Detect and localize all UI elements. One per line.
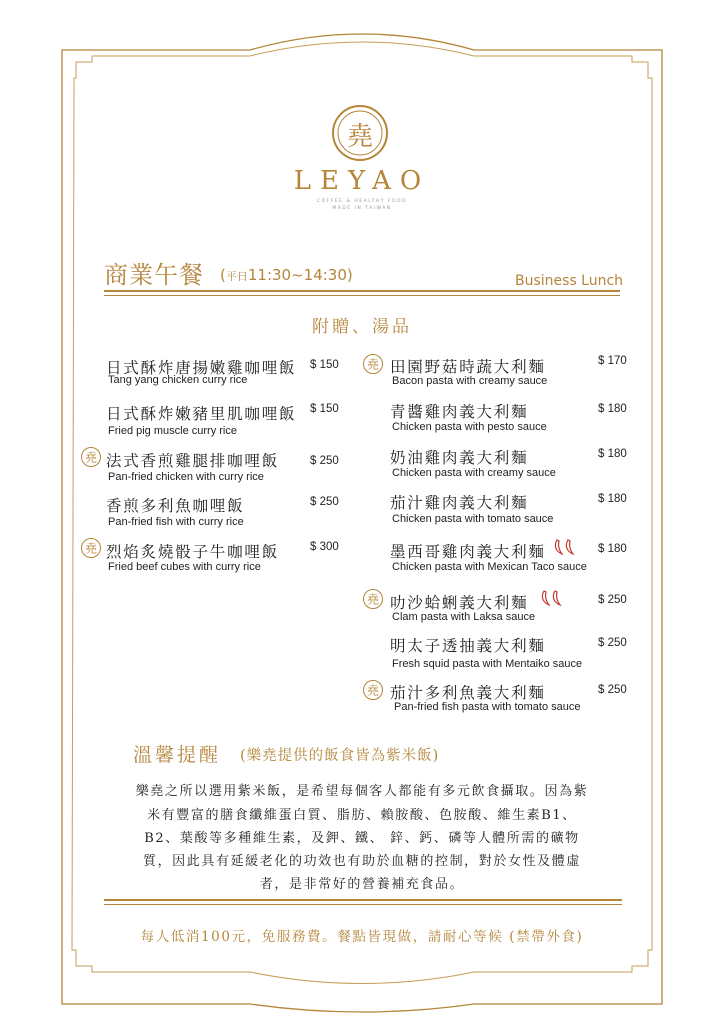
chili-pepper-icon <box>553 539 579 559</box>
menu-item-name: 法式香煎雞腿排咖哩飯 <box>106 452 280 470</box>
menu-item-name: 青醬雞肉義大利麵 <box>390 403 529 421</box>
menu-item-price: $ 180 <box>598 543 627 555</box>
menu-item-price: $ 180 <box>598 493 627 505</box>
title-divider-thin <box>104 295 620 296</box>
note-subtitle: (樂堯提供的飯食皆為紫米飯) <box>240 748 440 764</box>
svg-text:堯: 堯 <box>366 357 380 372</box>
menu-item-name: 墨西哥雞肉義大利麵 <box>390 543 546 561</box>
menu-item-price: $ 300 <box>310 541 339 553</box>
menu-item-name: 烈焰炙燒骰子牛咖哩飯 <box>106 543 280 561</box>
svg-text:堯: 堯 <box>366 683 380 698</box>
note-line: 樂堯之所以選用紫米飯，是希望每個客人都能有多元飲食攝取。因為紫 <box>135 784 589 799</box>
menu-item-english: Fried pig muscle curry rice <box>108 425 237 437</box>
svg-text:堯: 堯 <box>84 541 98 556</box>
menu-item-price: $ 250 <box>598 637 627 649</box>
menu-item-price: $ 250 <box>598 684 627 696</box>
brand-tagline: COFFEE & HEALTHY FOOD <box>316 199 408 204</box>
menu-item-price: $ 250 <box>310 455 339 467</box>
brand-tagline-origin: MADE IN TAIWAN <box>332 206 392 211</box>
logo-badge-icon <box>362 679 384 705</box>
menu-item-price: $ 250 <box>310 496 339 508</box>
svg-text:堯: 堯 <box>366 592 380 607</box>
brand-name: LEYAO <box>293 166 431 196</box>
menu-item-english: Chicken pasta with pesto sauce <box>392 421 547 433</box>
menu-item-price: $ 150 <box>310 359 339 371</box>
menu-item-name: 明太子透抽義大利麵 <box>390 637 546 655</box>
menu-title: 商業午餐 <box>104 261 204 289</box>
menu-item-name: 日式酥炸嫩豬里肌咖哩飯 <box>106 405 297 423</box>
menu-item-english: Chicken pasta with Mexican Taco sauce <box>392 561 587 573</box>
menu-item-english: Pan-fried fish pasta with tomato sauce <box>394 701 581 713</box>
footer-divider-thin <box>104 904 622 905</box>
menu-item-name: 茄汁多利魚義大利麵 <box>390 684 546 702</box>
menu-item-name: 田園野菇時蔬大利麵 <box>390 358 546 376</box>
menu-item-english: Chicken pasta with creamy sauce <box>392 467 556 479</box>
menu-item-english: Chicken pasta with tomato sauce <box>392 513 554 525</box>
menu-item-english: Pan-fried fish with curry rice <box>108 516 244 528</box>
menu-item-english: Clam pasta with Laksa sauce <box>392 611 536 623</box>
note-title: 溫馨提醒 <box>133 744 222 766</box>
menu-item-price: $ 150 <box>310 403 339 415</box>
menu-title-english: Business Lunch <box>515 273 624 289</box>
logo-badge-icon <box>362 588 384 614</box>
title-divider <box>104 290 620 292</box>
logo-badge-icon <box>80 537 102 563</box>
logo-glyph: 堯 <box>346 122 373 152</box>
footer-policy: 每人低消100元，免服務費。餐點皆現做，請耐心等候 (禁帶外食) <box>140 929 584 945</box>
menu-subtitle: 附贈、湯品 <box>312 317 412 337</box>
footer-divider <box>104 899 622 901</box>
menu-item-price: $ 180 <box>598 403 627 415</box>
note-line: 者，是非常好的營養補充食品。 <box>259 877 465 892</box>
note-line: B2、葉酸等多種維生素，及鉀、鐵、 鋅、鈣、磷等人體所需的礦物 <box>144 831 580 846</box>
brand-logo <box>330 103 390 163</box>
note-line: 米有豐富的膳食纖維蛋白質、脂肪、賴胺酸、色胺酸、維生素B1、 <box>147 808 577 823</box>
menu-item-name: 香煎多利魚咖哩飯 <box>106 497 245 515</box>
menu-item-name: 叻沙蛤蜊義大利麵 <box>390 594 529 612</box>
service-hours: (平日11:30~14:30) <box>220 266 353 284</box>
menu-item-english: Fried beef cubes with curry rice <box>108 561 261 573</box>
menu-item-name: 日式酥炸唐揚嫩雞咖哩飯 <box>106 359 297 377</box>
menu-item-english: Pan-fried chicken with curry rice <box>108 471 264 483</box>
note-line: 質，因此具有延緩老化的功效也有助於血糖的控制，對於女性及體虛 <box>142 854 581 869</box>
menu-item-price: $ 170 <box>598 355 627 367</box>
chili-pepper-icon <box>540 590 566 610</box>
menu-item-english: Bacon pasta with creamy sauce <box>392 375 548 387</box>
logo-badge-icon <box>80 446 102 472</box>
menu-item-price: $ 250 <box>598 594 627 606</box>
menu-item-name: 茄汁雞肉義大利麵 <box>390 494 529 512</box>
logo-badge-icon <box>362 353 384 379</box>
menu-item-price: $ 180 <box>598 448 627 460</box>
menu-item-name: 奶油雞肉義大利麵 <box>390 449 529 467</box>
menu-item-english: Fresh squid pasta with Mentaiko sauce <box>392 658 583 670</box>
menu-item-english: Tang yang chicken curry rice <box>108 374 248 386</box>
svg-text:堯: 堯 <box>84 450 98 465</box>
